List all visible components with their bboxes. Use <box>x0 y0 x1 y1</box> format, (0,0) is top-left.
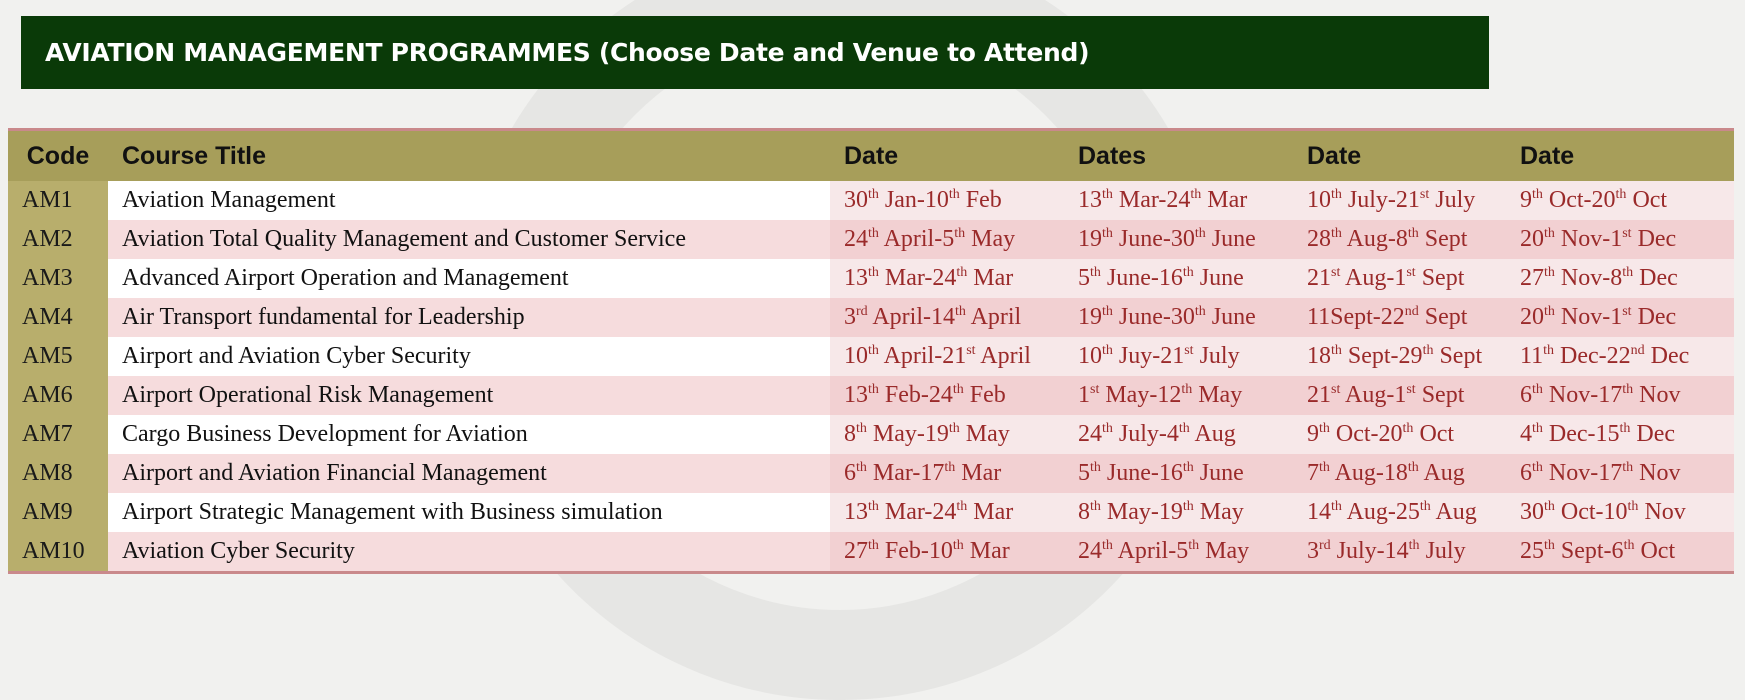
date-part: Nov-17 <box>1542 460 1623 486</box>
date-part: Oct <box>1634 538 1676 564</box>
date-ordinal-suffix: th <box>1544 265 1555 280</box>
date-ordinal-suffix: th <box>1331 499 1342 514</box>
table-row <box>8 337 1734 376</box>
course-date-2 <box>1064 532 1293 573</box>
date-ordinal-suffix: th <box>954 226 966 241</box>
date-part: 13 <box>844 265 868 291</box>
date-part: Juy-21 <box>1112 343 1185 369</box>
table-row <box>8 493 1734 532</box>
date-ordinal-suffix: th <box>1194 226 1206 241</box>
date-part: 11 <box>1307 304 1331 330</box>
date-part: Dec <box>1644 343 1690 369</box>
date-part: 13 <box>844 382 868 408</box>
date-ordinal-suffix: th <box>1622 460 1634 475</box>
date-part: June-30 <box>1112 304 1195 330</box>
date-part: May <box>1192 382 1243 408</box>
date-ordinal-suffix: th <box>1543 343 1554 358</box>
date-ordinal-suffix: th <box>955 304 966 319</box>
course-date-4 <box>1506 493 1734 532</box>
course-title: Aviation Management <box>108 181 830 220</box>
date-part: May-12 <box>1099 382 1182 408</box>
date-ordinal-suffix: rd <box>856 304 868 319</box>
date-part: May-19 <box>1100 499 1183 525</box>
date-ordinal-suffix: th <box>856 421 867 436</box>
date-part: 9 <box>1520 187 1532 213</box>
date-ordinal-suffix: th <box>1532 460 1543 475</box>
date-ordinal-suffix: st <box>1331 265 1341 280</box>
date-part: 20 <box>1520 304 1544 330</box>
date-ordinal-suffix: th <box>868 265 879 280</box>
date-part: Mar <box>963 538 1010 564</box>
course-date-2 <box>1064 454 1293 493</box>
date-part: April-5 <box>1112 538 1189 564</box>
table-row <box>8 298 1734 337</box>
date-part: May <box>1199 538 1250 564</box>
date-ordinal-suffix: th <box>1532 187 1543 202</box>
date-part: Oct <box>1413 421 1455 447</box>
date-part: Oct <box>1626 187 1668 213</box>
date-part: 10 <box>1307 187 1331 213</box>
course-date-3 <box>1293 181 1506 220</box>
date-ordinal-suffix: st <box>1184 343 1194 358</box>
course-date-2 <box>1064 181 1293 220</box>
course-code: AM1 <box>8 181 108 220</box>
date-ordinal-suffix: th <box>1544 304 1555 319</box>
date-ordinal-suffix: th <box>956 499 968 514</box>
date-ordinal-suffix: th <box>1419 499 1431 514</box>
date-part: 21 <box>1307 382 1331 408</box>
date-ordinal-suffix: st <box>966 343 976 358</box>
date-ordinal-suffix: th <box>1182 460 1194 475</box>
date-ordinal-suffix: th <box>1181 382 1193 397</box>
page-title: AVIATION MANAGEMENT PROGRAMMES (Choose Date and Venue to Attend) <box>45 38 1090 67</box>
date-ordinal-suffix: th <box>944 460 956 475</box>
date-ordinal-suffix: th <box>1619 421 1631 436</box>
date-part: April <box>975 343 1031 369</box>
date-part: April-5 <box>878 226 955 252</box>
date-ordinal-suffix: th <box>956 265 968 280</box>
date-part: July-4 <box>1112 421 1179 447</box>
date-ordinal-suffix: st <box>1419 187 1430 202</box>
date-part: Mar-24 <box>878 265 957 291</box>
date-part: 3 <box>1307 538 1319 564</box>
date-part: 1 <box>1078 382 1090 408</box>
date-part: 6 <box>844 460 856 486</box>
table-row <box>8 415 1734 454</box>
course-date-2 <box>1064 259 1293 298</box>
date-ordinal-suffix: th <box>1407 226 1419 241</box>
date-ordinal-suffix: th <box>1544 499 1555 514</box>
course-date-3 <box>1293 376 1506 415</box>
date-part: Aug <box>1418 460 1465 486</box>
date-ordinal-suffix: th <box>948 187 960 202</box>
date-part: Nov-1 <box>1554 304 1623 330</box>
date-part: 5 <box>1078 460 1090 486</box>
date-ordinal-suffix: th <box>868 187 879 202</box>
date-part: 6 <box>1520 382 1532 408</box>
date-part: Oct-20 <box>1542 187 1616 213</box>
date-ordinal-suffix: th <box>868 538 879 553</box>
date-ordinal-suffix: st <box>1406 382 1416 397</box>
course-title: Aviation Cyber Security <box>108 532 830 573</box>
date-part: 27 <box>844 538 868 564</box>
date-part: 24 <box>1078 538 1102 564</box>
table-row <box>8 532 1734 573</box>
date-ordinal-suffix: nd <box>1404 304 1419 319</box>
date-ordinal-suffix: th <box>868 382 879 397</box>
date-part: Sept-22 <box>1330 304 1405 330</box>
table-row <box>8 181 1734 220</box>
date-part: June-16 <box>1100 460 1183 486</box>
date-part: 24 <box>1078 421 1102 447</box>
date-part: July <box>1429 187 1476 213</box>
course-date-1 <box>830 454 1064 493</box>
course-date-1 <box>830 298 1064 337</box>
date-part: 10 <box>1078 343 1102 369</box>
date-ordinal-suffix: th <box>1188 538 1200 553</box>
date-part: 6 <box>1520 460 1532 486</box>
date-part: Jan-10 <box>878 187 949 213</box>
date-part: Aug <box>1430 499 1477 525</box>
course-date-4 <box>1506 259 1734 298</box>
course-date-3 <box>1293 415 1506 454</box>
header-date-3: Date <box>1307 141 1362 170</box>
date-part: Aug <box>1189 421 1236 447</box>
date-ordinal-suffix: th <box>1194 304 1206 319</box>
date-ordinal-suffix: th <box>1615 187 1627 202</box>
date-part: Nov <box>1633 460 1681 486</box>
date-part: Feb <box>959 187 1002 213</box>
date-ordinal-suffix: nd <box>1630 343 1645 358</box>
date-ordinal-suffix: th <box>1190 187 1202 202</box>
date-part: June-30 <box>1112 226 1195 252</box>
date-part: 28 <box>1307 226 1331 252</box>
date-part: May <box>1193 499 1244 525</box>
course-date-3 <box>1293 337 1506 376</box>
course-date-1 <box>830 376 1064 415</box>
course-date-2 <box>1064 493 1293 532</box>
date-part: Mar <box>955 460 1002 486</box>
date-part: Feb-24 <box>878 382 953 408</box>
date-ordinal-suffix: th <box>1331 343 1342 358</box>
date-part: 25 <box>1520 538 1544 564</box>
date-ordinal-suffix: th <box>1544 538 1555 553</box>
course-title: Cargo Business Development for Aviation <box>108 415 830 454</box>
course-date-1 <box>830 415 1064 454</box>
date-part: Sept-6 <box>1554 538 1624 564</box>
date-ordinal-suffix: th <box>1178 421 1190 436</box>
date-part: 20 <box>1520 226 1544 252</box>
date-ordinal-suffix: th <box>948 421 960 436</box>
date-part: Sept <box>1433 343 1483 369</box>
table-row <box>8 454 1734 493</box>
course-title: Airport and Aviation Financial Management <box>108 454 830 493</box>
date-ordinal-suffix: th <box>1319 460 1330 475</box>
course-date-1 <box>830 259 1064 298</box>
date-ordinal-suffix: th <box>1102 538 1113 553</box>
course-date-1 <box>830 220 1064 259</box>
date-part: Sept-29 <box>1341 343 1423 369</box>
date-part: Dec <box>1633 265 1678 291</box>
date-ordinal-suffix: th <box>1532 382 1543 397</box>
date-ordinal-suffix: th <box>1090 460 1101 475</box>
date-part: 4 <box>1520 421 1532 447</box>
date-part: 11 <box>1520 343 1544 369</box>
course-date-3 <box>1293 298 1506 337</box>
date-part: Feb <box>963 382 1006 408</box>
date-part: 9 <box>1307 421 1319 447</box>
date-part: Sept <box>1415 265 1465 291</box>
course-date-2 <box>1064 298 1293 337</box>
date-part: Aug-8 <box>1341 226 1408 252</box>
course-title: Air Transport fundamental for Leadership <box>108 298 830 337</box>
date-part: Aug-1 <box>1340 265 1407 291</box>
course-date-4 <box>1506 181 1734 220</box>
date-part: 7 <box>1307 460 1319 486</box>
course-code: AM7 <box>8 415 108 454</box>
date-part: June <box>1205 226 1256 252</box>
date-part: Nov-1 <box>1554 226 1623 252</box>
course-date-4 <box>1506 220 1734 259</box>
date-ordinal-suffix: th <box>1407 460 1419 475</box>
date-part: Mar-24 <box>1112 187 1191 213</box>
date-part: Sept <box>1418 226 1468 252</box>
date-part: 19 <box>1078 226 1102 252</box>
course-date-4 <box>1506 376 1734 415</box>
title-banner <box>21 16 1489 89</box>
course-title: Airport Strategic Management with Business simulation <box>108 493 830 532</box>
table-header-row <box>8 130 1734 182</box>
date-ordinal-suffix: th <box>1319 421 1330 436</box>
date-ordinal-suffix: th <box>868 343 879 358</box>
course-code: AM2 <box>8 220 108 259</box>
course-date-2 <box>1064 415 1293 454</box>
date-part: Dec <box>1631 226 1677 252</box>
date-ordinal-suffix: th <box>856 460 867 475</box>
date-part: May <box>965 226 1016 252</box>
course-date-1 <box>830 532 1064 573</box>
date-ordinal-suffix: th <box>1622 265 1634 280</box>
date-part: 5 <box>1078 265 1090 291</box>
table-row <box>8 220 1734 259</box>
header-date-4: Date <box>1520 141 1575 170</box>
course-date-4 <box>1506 454 1734 493</box>
date-part: Dec-15 <box>1542 421 1620 447</box>
course-date-3 <box>1293 454 1506 493</box>
course-date-4 <box>1506 415 1734 454</box>
date-ordinal-suffix: th <box>952 538 964 553</box>
date-part: Aug-18 <box>1329 460 1408 486</box>
course-date-4 <box>1506 298 1734 337</box>
date-ordinal-suffix: th <box>1102 187 1113 202</box>
date-ordinal-suffix: th <box>1623 538 1635 553</box>
date-part: June <box>1193 460 1244 486</box>
date-part: Dec <box>1631 304 1677 330</box>
date-part: Nov <box>1633 382 1681 408</box>
course-date-1 <box>830 493 1064 532</box>
date-part: Nov-8 <box>1554 265 1623 291</box>
date-part: May-19 <box>866 421 949 447</box>
course-date-3 <box>1293 259 1506 298</box>
course-date-2 <box>1064 337 1293 376</box>
date-ordinal-suffix: th <box>1544 226 1555 241</box>
date-part: July-21 <box>1341 187 1420 213</box>
course-date-1 <box>830 181 1064 220</box>
programme-schedule-table <box>8 128 1734 574</box>
date-part: Mar-17 <box>866 460 945 486</box>
course-title: Advanced Airport Operation and Management <box>108 259 830 298</box>
date-ordinal-suffix: th <box>1422 343 1434 358</box>
date-part: 21 <box>1307 265 1331 291</box>
date-part: 30 <box>1520 499 1544 525</box>
course-title: Aviation Total Quality Management and Customer Service <box>108 220 830 259</box>
course-code: AM4 <box>8 298 108 337</box>
date-ordinal-suffix: th <box>1627 499 1639 514</box>
date-ordinal-suffix: th <box>1090 265 1101 280</box>
date-part: Dec-22 <box>1554 343 1631 369</box>
course-date-3 <box>1293 532 1506 573</box>
date-ordinal-suffix: th <box>1331 226 1342 241</box>
date-ordinal-suffix: th <box>952 382 964 397</box>
date-part: 13 <box>1078 187 1102 213</box>
date-part: Oct-10 <box>1554 499 1628 525</box>
header-date-1: Date <box>844 141 899 170</box>
date-ordinal-suffix: th <box>1408 538 1420 553</box>
date-part: Mar <box>967 499 1014 525</box>
table-row <box>8 376 1734 415</box>
date-part: 8 <box>844 421 856 447</box>
date-ordinal-suffix: th <box>1532 421 1543 436</box>
date-ordinal-suffix: st <box>1622 304 1632 319</box>
date-ordinal-suffix: th <box>1102 304 1113 319</box>
date-ordinal-suffix: th <box>1622 382 1634 397</box>
date-part: Aug-25 <box>1341 499 1420 525</box>
date-part: July <box>1419 538 1466 564</box>
date-ordinal-suffix: st <box>1331 382 1341 397</box>
date-ordinal-suffix: th <box>1102 343 1113 358</box>
date-ordinal-suffix: st <box>1406 265 1416 280</box>
date-part: Nov-17 <box>1542 382 1623 408</box>
date-part: Dec <box>1630 421 1676 447</box>
date-part: July-14 <box>1330 538 1409 564</box>
date-part: Mar <box>1201 187 1248 213</box>
date-ordinal-suffix: th <box>1102 421 1113 436</box>
course-date-1 <box>830 337 1064 376</box>
date-part: Mar-24 <box>878 499 957 525</box>
header-code: Code <box>26 141 90 170</box>
date-part: 3 <box>844 304 856 330</box>
date-part: 27 <box>1520 265 1544 291</box>
course-date-4 <box>1506 337 1734 376</box>
date-ordinal-suffix: th <box>1182 499 1194 514</box>
date-part: April <box>965 304 1022 330</box>
table-row <box>8 259 1734 298</box>
course-code: AM10 <box>8 532 108 573</box>
date-part: Feb-10 <box>878 538 953 564</box>
date-part: June <box>1205 304 1256 330</box>
date-part: June-16 <box>1100 265 1183 291</box>
course-code: AM5 <box>8 337 108 376</box>
header-date-2: Dates <box>1078 141 1147 170</box>
course-title: Airport and Aviation Cyber Security <box>108 337 830 376</box>
date-part: May <box>959 421 1010 447</box>
date-part: Oct-20 <box>1329 421 1403 447</box>
date-ordinal-suffix: th <box>868 499 879 514</box>
course-code: AM9 <box>8 493 108 532</box>
date-part: Sept <box>1418 304 1468 330</box>
course-code: AM3 <box>8 259 108 298</box>
date-part: April-14 <box>867 304 955 330</box>
date-ordinal-suffix: th <box>1402 421 1414 436</box>
course-date-2 <box>1064 376 1293 415</box>
course-code: AM8 <box>8 454 108 493</box>
date-part: April-21 <box>878 343 967 369</box>
date-part: 14 <box>1307 499 1331 525</box>
date-part: Aug-1 <box>1340 382 1407 408</box>
date-part: 18 <box>1307 343 1331 369</box>
course-title: Airport Operational Risk Management <box>108 376 830 415</box>
date-ordinal-suffix: rd <box>1319 538 1331 553</box>
date-part: 13 <box>844 499 868 525</box>
date-part: 10 <box>844 343 868 369</box>
date-part: 30 <box>844 187 868 213</box>
date-ordinal-suffix: st <box>1622 226 1632 241</box>
date-ordinal-suffix: st <box>1090 382 1100 397</box>
date-ordinal-suffix: th <box>1102 226 1113 241</box>
date-part: Nov <box>1638 499 1686 525</box>
course-date-4 <box>1506 532 1734 573</box>
date-part: 24 <box>844 226 868 252</box>
date-ordinal-suffix: th <box>1331 187 1342 202</box>
date-part: Sept <box>1415 382 1465 408</box>
course-date-3 <box>1293 493 1506 532</box>
date-ordinal-suffix: th <box>868 226 879 241</box>
date-part: 8 <box>1078 499 1090 525</box>
date-ordinal-suffix: th <box>1182 265 1194 280</box>
date-part: Mar <box>967 265 1014 291</box>
course-code: AM6 <box>8 376 108 415</box>
course-date-2 <box>1064 220 1293 259</box>
date-ordinal-suffix: th <box>1090 499 1101 514</box>
course-date-3 <box>1293 220 1506 259</box>
date-part: July <box>1193 343 1240 369</box>
date-part: 19 <box>1078 304 1102 330</box>
header-course-title: Course Title <box>122 141 267 170</box>
date-part: June <box>1193 265 1244 291</box>
